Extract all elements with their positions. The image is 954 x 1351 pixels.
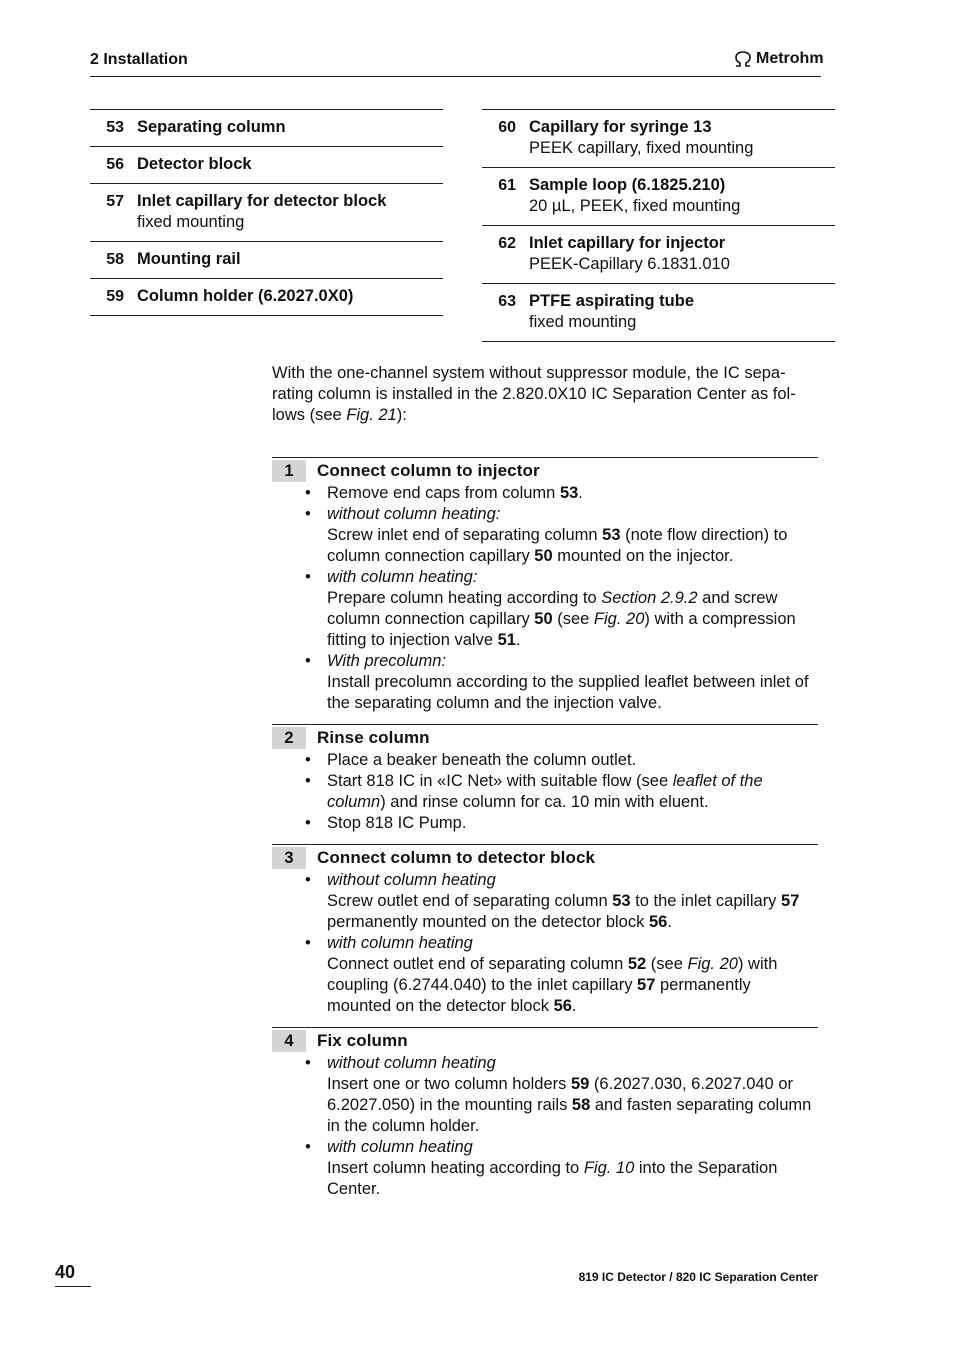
legend-row — [90, 147, 443, 184]
legend-number: 53 — [106, 119, 124, 136]
legend-table-left — [90, 109, 443, 316]
list-item: • with column heating Connect outlet end of separating column 52 (see Fig. 20) with coupling (6.2744.040) to the inlet capillary 57 permanently mounted on the detector block 56. — [327, 933, 818, 1017]
legend-title: Inlet capillary for detector block — [137, 192, 387, 210]
page-number-rule — [55, 1286, 91, 1287]
section-title: 2 Installation — [90, 51, 188, 68]
legend-subtitle: PEEK-Capillary 6.1831.010 — [529, 255, 730, 273]
step-title: Rinse column — [317, 728, 430, 747]
legend-title: Mounting rail — [137, 250, 241, 268]
legend-row — [90, 242, 443, 279]
step-number: 3 — [272, 847, 306, 869]
legend-row — [90, 279, 443, 316]
legend-subtitle: fixed mounting — [529, 313, 637, 331]
header-rule — [90, 76, 821, 77]
step-1 — [272, 457, 818, 724]
legend-subtitle: fixed mounting — [137, 213, 245, 231]
list-item: • Place a beaker beneath the column outlet. — [327, 750, 818, 771]
step-title: Fix column — [317, 1031, 408, 1050]
legend-row — [482, 284, 835, 342]
legend-title: PTFE aspirating tube — [529, 292, 695, 310]
legend-row — [482, 110, 835, 168]
legend-row — [482, 226, 835, 284]
step-4 — [272, 1027, 818, 1210]
legend-number: 62 — [498, 235, 516, 252]
step-number: 1 — [272, 460, 306, 482]
figure-reference: Fig. 21 — [346, 406, 397, 424]
legend-title: Detector block — [137, 155, 252, 173]
omega-icon — [733, 51, 753, 67]
step-3 — [272, 844, 818, 1027]
step-number: 2 — [272, 727, 306, 749]
list-item: • without column heating Screw outlet end of separating column 53 to the inlet capillary 57 permanently mounted on the detector block 56. — [327, 870, 818, 933]
legend-number: 58 — [106, 251, 124, 268]
procedure-steps — [272, 457, 818, 1210]
legend-number: 59 — [106, 288, 124, 305]
footer-title: 819 IC Detector / 820 IC Separation Center — [578, 1270, 818, 1284]
intro-paragraph: With the one-channel system without suppressor module, the IC sepa-rating column is installed in the 2.820.0X10 IC Separation Center as fol-lows (see Fig. 21): — [272, 364, 796, 424]
legend-subtitle: 20 µL, PEEK, fixed mounting — [529, 197, 741, 215]
legend-subtitle: PEEK capillary, fixed mounting — [529, 139, 754, 157]
legend-row — [482, 168, 835, 226]
list-item: • without column heating Insert one or two column holders 59 (6.2027.030, 6.2027.040 or 6.2027.050) in the mounting rails 58 and fasten separating column in the column holder. — [327, 1053, 818, 1137]
step-title: Connect column to detector block — [317, 848, 596, 867]
legend-title: Sample loop (6.1825.210) — [529, 176, 726, 194]
step-number: 4 — [272, 1030, 306, 1052]
list-item: • with column heating Insert column heating according to Fig. 10 into the Separation Center. — [327, 1137, 818, 1200]
legend-title: Inlet capillary for injector — [529, 234, 726, 252]
legend-row — [90, 184, 443, 242]
list-item: • without column heating: Screw inlet end of separating column 53 (note flow direction) to column connection capillary 50 mounted on the injector. — [327, 504, 818, 567]
legend-number: 56 — [106, 156, 124, 173]
legend-number: 63 — [498, 293, 516, 310]
brand-logo — [733, 50, 824, 68]
legend-title: Capillary for syringe 13 — [529, 118, 712, 136]
legend-table-right — [482, 109, 835, 342]
legend-number: 60 — [498, 119, 516, 136]
step-2 — [272, 724, 818, 844]
legend-title: Column holder (6.2027.0X0) — [137, 287, 354, 305]
step-title: Connect column to injector — [317, 461, 540, 480]
legend-title: Separating column — [137, 118, 286, 136]
list-item: • Start 818 IC in «IC Net» with suitable flow (see leaflet of the column) and rinse column for ca. 10 min with eluent. — [327, 771, 818, 813]
list-item: • Remove end caps from column 53. — [327, 483, 818, 504]
list-item: • With precolumn: Install precolumn according to the supplied leaflet between inlet of the separating column and the injection valve. — [327, 651, 818, 714]
legend-number: 61 — [498, 177, 516, 194]
list-item: • with column heating: Prepare column heating according to Section 2.9.2 and screw column connection capillary 50 (see Fig. 20) with a compression fitting to injection valve 51. — [327, 567, 818, 651]
list-item: • Stop 818 IC Pump. — [327, 813, 818, 834]
page-number: 40 — [55, 1262, 76, 1282]
legend-row — [90, 110, 443, 147]
legend-number: 57 — [106, 193, 124, 210]
brand-name: Metrohm — [756, 50, 824, 67]
